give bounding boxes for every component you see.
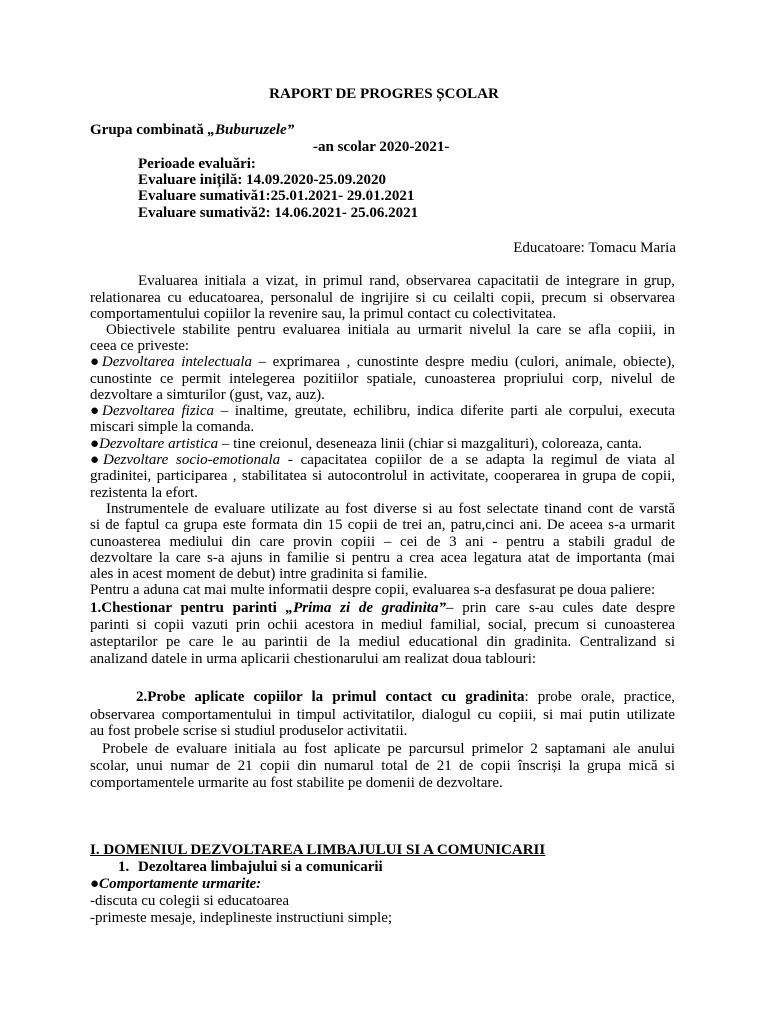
domain-text: gradinitei, participarea , stabilitatea si autocontrolul in activitate, cooperarea in grupa de copii, [90,468,675,484]
instruments-line: dezvoltare la care s-a ajuns in familie si pentru a crea acea legatura atat de importanta (mai [90,550,675,566]
initial-probes-line: Probele de evaluare initiala au fost aplicate pe parcursul primelor 2 saptamani ale anului [102,741,675,757]
domain-item [90,354,675,371]
domain-text: miscari simple la comanda. [90,419,255,435]
domain-item [90,403,675,420]
intro-line: comportamentului copiilor la revenire sau, la primul contact cu colectivitatea. [90,306,557,322]
period-item: Evaluare sumativă1:25.01.2021- 29.01.2021 [138,188,415,204]
domain-text: - capacitatea copiilor de a se adapta la regimul de viata al [280,452,675,468]
domain-text: rezistenta la efort. [90,485,198,501]
bullet: ● [90,403,103,419]
probes-text: observarea comportamentului in timpul activitatilor, dialogul cu copiii, si mai putin utilizate [90,707,675,723]
domain-text: – exprimarea , cunostinte despre mediu (culori, animale, obiecte), [252,354,675,370]
domain-name: Dezvoltare artistica [99,436,219,452]
period-item: Evaluare sumativă2: 14.06.2021- 25.06.2021 [138,205,419,221]
group-name: „Buburuzele” [207,122,295,138]
domain-item [90,436,675,453]
instruments-line: Pentru a aduna cat mai multe informatii despre copii, evaluarea s-a desfasurat pe doua paliere: [90,582,656,598]
domain-name: Dezvoltarea intelectuala [101,354,252,370]
intro-line: Evaluarea initiala a vizat, in primul rand, observarea capacitatii de integrare in grup, [138,273,675,289]
behaviors-label: ●Comportamente urmarite: [90,876,262,892]
domain-name: Dezvoltare socio-emotionala [103,452,281,468]
questionnaire-label: 1.Chestionar pentru parinti [90,600,286,616]
probes-text: : probe orale, practice, [524,689,675,705]
instruments-line: ales in acest moment de debut) intre gradinita si familie. [90,566,428,582]
school-year: -an scolar 2020-2021- [313,139,450,155]
objectives-line: Obiectivele stabilite pentru evaluarea initiala au urmarit nivelul la care se afla copiii, in [106,322,675,338]
bullet: ● [90,436,100,452]
section-heading: I. DOMENIUL DEZVOLTAREA LIMBAJULUI SI A COMUNICARII [90,842,546,858]
group-label: Grupa combinată [90,122,208,138]
domain-name: Dezvoltarea fizica [102,403,214,419]
domain-text: cunostinte ce permit intelegerea pozitiilor spatiale, cunoasterea propriului corp, nivelul de [90,371,675,387]
probes-label: 2.Probe aplicate copiilor la primul contact cu gradinita [136,689,525,705]
instruments-line: Instrumentele de evaluare utilizate au fost diverse si au fost selectate tinand cont de varstă [106,501,675,517]
probes-item [90,689,675,706]
period-item: Evaluare inițilă: 14.09.2020-25.09.2020 [138,172,387,188]
teacher-name: Educatoare: Tomacu Maria [513,240,676,256]
objectives-line: ceea ce priveste: [90,338,190,354]
instruments-line: si de faptul ca grupa este formata din 15 copii de trei an, patru,cinci ani. De aceea s-a urmarit [90,517,675,533]
bullet: ● [90,354,102,370]
page-title: RAPORT DE PROGRES ȘCOLAR [269,86,499,102]
subsection-title: Dezoltarea limbajului si a comunicarii [138,859,383,875]
questionnaire-title: „Prima zi de gradinita” [285,600,446,616]
initial-probes-line: comportamentele urmarite au fost stabilite pe domenii de dezvoltare. [90,775,503,791]
domain-text: – inaltime, greutate, echilibru, indica diferite parti ale corpului, executa [213,403,675,419]
questionnaire-text: asteptarilor pe care le au parintii de la mediul educational din gradinita. Centralizand si [90,634,675,650]
periods-title: Perioade evaluări: [138,156,256,172]
domain-text: dezvoltare a simturilor (gust, vaz, auz). [90,387,325,403]
questionnaire-text: analizand datele in urma aplicarii chestionarului am realizat doua tablouri: [90,651,537,667]
behavior-item: -discuta cu colegii si educatoarea [90,893,290,909]
bullet: ● [90,452,104,468]
questionnaire-item [90,600,675,617]
questionnaire-text: – prin care s-au cules date despre [445,600,675,616]
subsection-number: 1. [118,859,130,875]
domain-text: – tine creionul, deseneaza linii (chiar si mazgalituri), coloreaza, canta. [218,436,643,452]
group-line [90,122,294,139]
behavior-item: -primeste mesaje, indeplineste instructiuni simple; [90,910,393,926]
questionnaire-text: parinti si copii vazuti prin ochii acestora in mediul familial, social, precum si cunoasterea [90,617,675,633]
probes-text: au fost probele scrise si studiul produselor activitatii. [90,723,408,739]
intro-line: relationarea cu educatoarea, personalul de ingrijire si cu ceilalti copii, precum si observarea [90,290,675,306]
instruments-line: cunoasterea mediului din care provin copiii – cei de 3 ani - pentru a stabili gradul de [90,534,675,550]
domain-item [90,452,675,469]
initial-probes-line: scolar, unui numar de 21 copii din numarul total de 21 de copii înscriși la grupa mică si [90,758,675,774]
